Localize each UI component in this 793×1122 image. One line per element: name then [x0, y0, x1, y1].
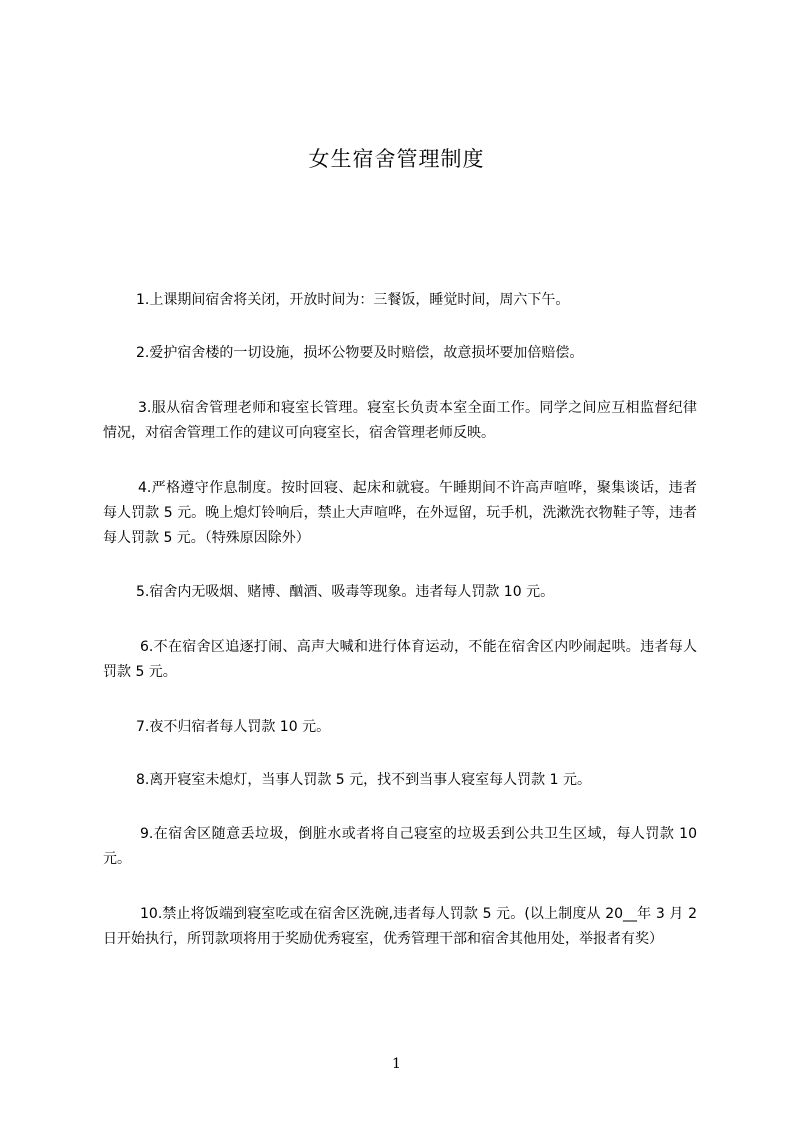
- rule-paragraph-4: 4.严格遵守作息制度。按时回寝、起床和就寝。午睡期间不许高声喧哗，聚集谈话，违者每人罚款 5 元。晚上熄灯铃响后，禁止大声喧哗，在外逗留，玩手机，洗漱洗衣物鞋子等，违者每人罚款 5 元。（特殊原因除外）: [103, 480, 697, 546]
- rule-paragraph-5: 5.宿舍内无吸烟、赌博、酗酒、吸毒等现象。违者每人罚款 10 元。: [136, 584, 555, 600]
- rule-paragraph-1: 1.上课期间宿舍将关闭，开放时间为：三餐饭，睡觉时间，周六下午。: [136, 292, 570, 308]
- rule-paragraph-8: 8.离开寝室未熄灯，当事人罚款 5 元，找不到当事人寝室每人罚款 1 元。: [136, 772, 591, 788]
- rule-paragraph-7: 7.夜不归宿者每人罚款 10 元。: [136, 719, 331, 735]
- rule-paragraph-10: 10.禁止将饭端到寝室吃或在宿舍区洗碗,违者每人罚款 5 元。(以上制度从 20__年 3 月 2 日开始执行，所罚款项将用于奖励优秀寝室，优秀管理干部和宿舍其他用处，举报者有奖）: [103, 906, 697, 947]
- rule-paragraph-9: 9.在宿舍区随意丢垃圾，倒脏水或者将自己寝室的垃圾丢到公共卫生区域，每人罚款 10 元。: [103, 826, 697, 867]
- document-title: 女生宿舍管理制度: [308, 147, 485, 171]
- rule-paragraph-3: 3.服从宿舍管理老师和寝室长管理。寝室长负责本室全面工作。同学之间应互相监督纪律情况，对宿舍管理工作的建议可向寝室长，宿舍管理老师反映。: [103, 400, 697, 441]
- rule-paragraph-2: 2.爱护宿舍楼的一切设施，损坏公物要及时赔偿，故意损坏要加倍赔偿。: [136, 345, 584, 361]
- page-number: 1: [392, 1056, 401, 1072]
- rule-paragraph-6: 6.不在宿舍区追逐打闹、高声大喊和进行体育运动，不能在宿舍区内吵闹起哄。违者每人罚款 5 元。: [103, 639, 697, 680]
